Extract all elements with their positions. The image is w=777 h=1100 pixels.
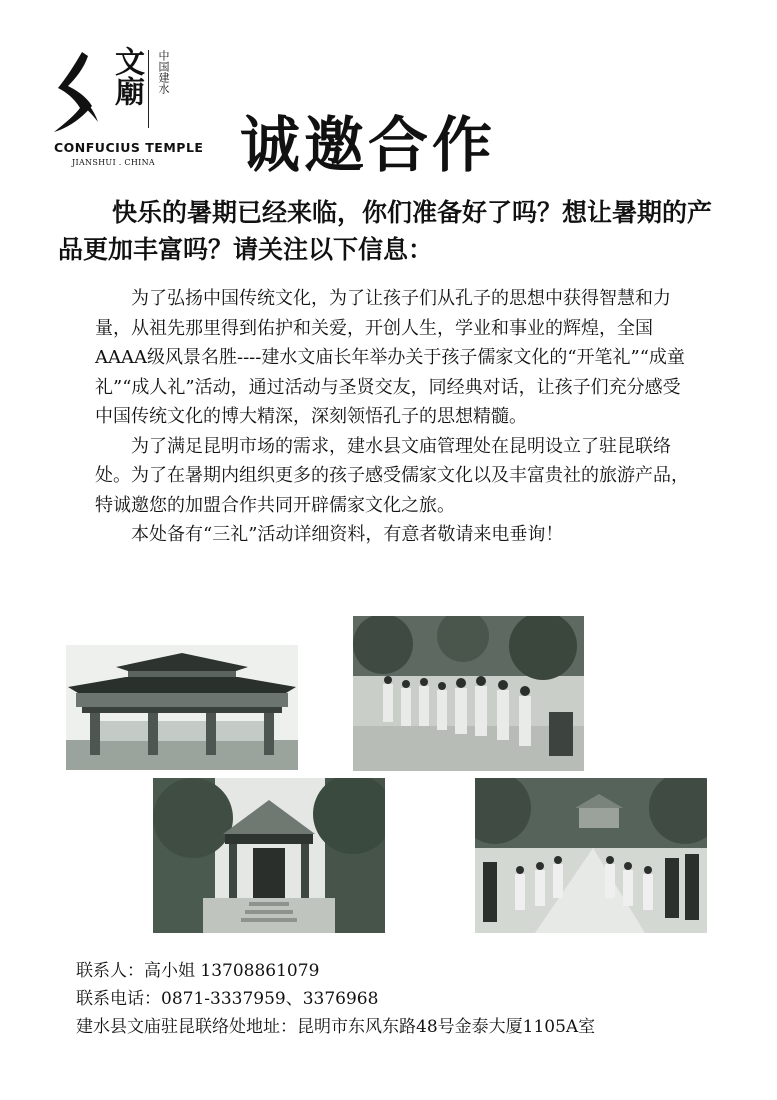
body-text	[95, 284, 695, 550]
logo-english-location: JIANSHUI . CHINA	[72, 158, 155, 167]
body-paragraph: 本处备有“三礼”活动详细资料，有意者敬请来电垂询！	[131, 524, 564, 545]
logo-side-text: 中国建水	[157, 50, 170, 94]
calligraphy-mark-icon	[52, 48, 100, 136]
photo-pavilion-gate	[153, 778, 385, 933]
body-paragraph: 为了满足昆明市场的需求，建水县文庙管理处在昆明设立了驻昆联络处。为了在暑期内组织更多的孩子感受儒家文化以及丰富贵社的旅游产品，特诚邀您的加盟合作共同开辟儒家文化之旅。	[95, 435, 689, 516]
contact-address: 建水县文庙驻昆联络处地址：昆明市东风东路48号金泰大厦1105A室	[76, 1017, 596, 1037]
page-title: 诚邀合作	[240, 111, 496, 181]
lead-paragraph: 快乐的暑期已经来临，你们准备好了吗？想让暑期的产品更加丰富吗？请关注以下信息：	[58, 198, 713, 264]
logo-chinese-name: 文廟	[109, 46, 144, 106]
logo	[52, 44, 204, 174]
body-paragraph: 为了弘扬中国传统文化，为了让孩子们从孔子的思想中获得智慧和力量，从祖先那里得到佑护和关爱，开创人生，学业和事业的辉煌，全国AAAA级风景名胜----建水文庙长年举办关于孩子儒家文化的“开笔礼”“成童礼”“成人礼”活动，通过活动与圣贤交友，同经典对话，让孩子们充分感受中国传统文化的博大精深，深刻领悟孔子的思想精髓。	[95, 288, 685, 427]
photo-procession	[475, 778, 707, 933]
logo-divider	[148, 50, 149, 128]
contact-person: 联系人：高小姐 13708861079	[76, 961, 320, 981]
contact-info	[76, 957, 595, 1041]
contact-phone: 联系电话：0871-3337959、3376968	[76, 989, 379, 1009]
logo-english-name: CONFUCIUS TEMPLE	[54, 140, 204, 155]
photo-ceremony-courtyard	[353, 616, 584, 771]
photo-temple-gate	[66, 645, 298, 770]
